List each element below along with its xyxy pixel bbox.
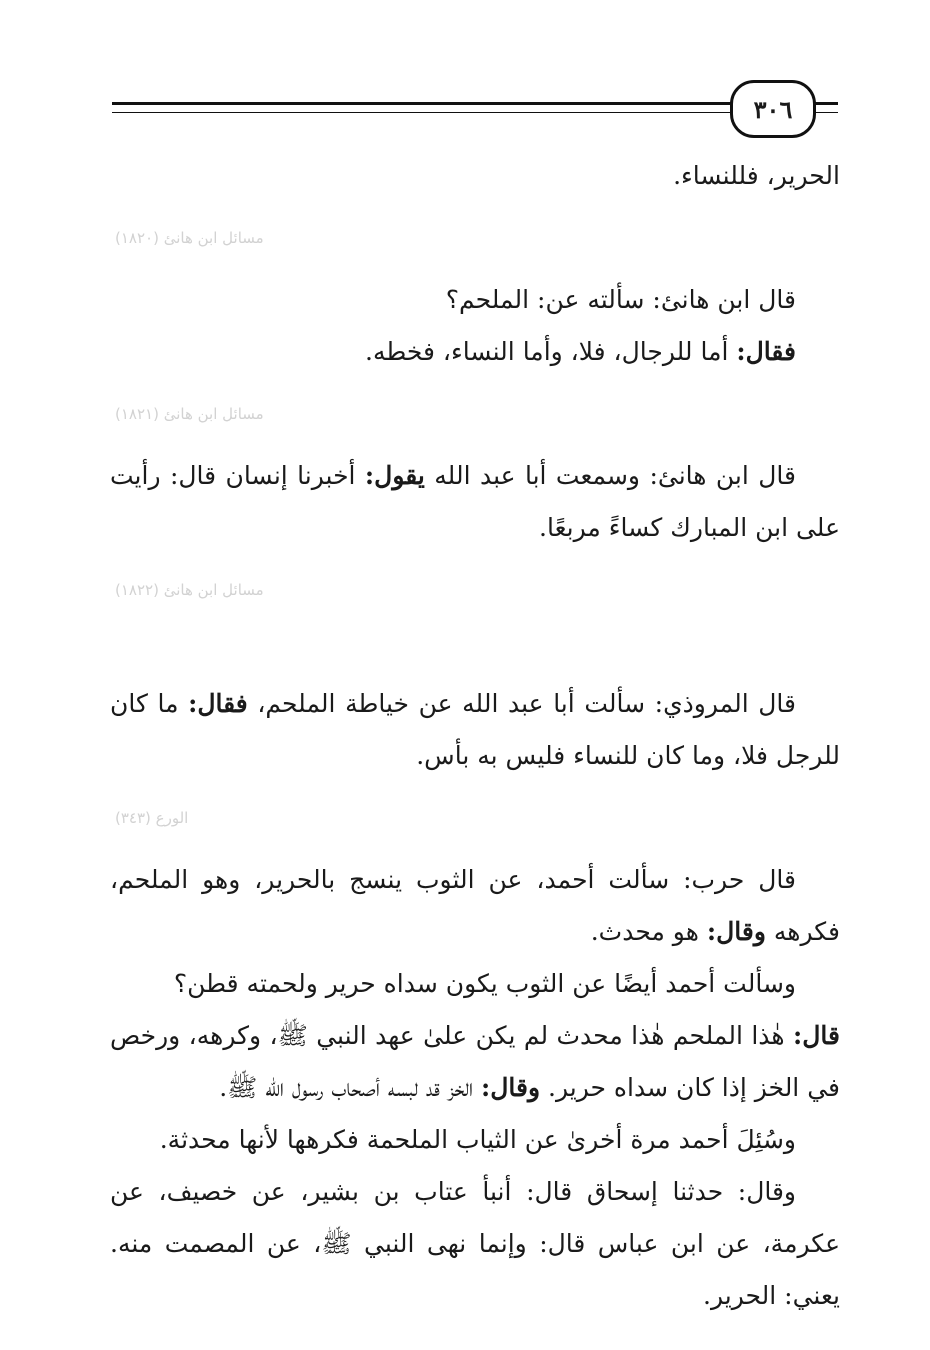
paragraph: قال ابن هانئ: سألته عن: الملحم؟ (445, 285, 796, 314)
source-reference: الورع (٣٤٣) (115, 809, 189, 827)
spacer (110, 626, 840, 678)
paragraph: الحرير، فللنساء. (673, 161, 840, 190)
paragraph: وسألت أحمد أيضًا عن الثوب يكون سداه حرير ولحمته قطن؟ (173, 969, 796, 998)
paragraph: وسُئِلَ أحمد مرة أخرىٰ عن الثياب الملحمة فكرهها لأنها محدثة. (159, 1125, 796, 1154)
paragraph: قال: هٰذا الملحم هٰذا محدث لم يكن علىٰ عهد النبي ﷺ، وكرهه، ورخص في الخز إذا كان سداه حرير. وقال: الخز قد لبسه أصحاب رسول الله ﷺ. (110, 1021, 840, 1102)
source-reference: مسائل ابن هانئ (١٨٢٢) (115, 581, 264, 599)
bold-label: وقال: (706, 917, 766, 946)
paragraph: فقال: أما للرجال، فلا، وأما النساء، فخطه. (365, 337, 796, 366)
header-rule (112, 102, 732, 113)
bold-label: وقال: (481, 1073, 541, 1102)
source-reference: مسائل ابن هانئ (١٨٢١) (115, 405, 264, 423)
bold-label: فقال: (736, 337, 796, 366)
paragraph: وقال: حدثنا إسحاق قال: أنبأ عتاب بن بشير، عن خصيف، عن عكرمة، عن ابن عباس قال: وإنما نهى النبي ﷺ، عن المصمت منه. يعني: الحرير. (110, 1177, 840, 1310)
source-reference: مسائل ابن هانئ (١٨٢٠) (115, 229, 264, 247)
paragraph: قال ابن هانئ: وسمعت أبا عبد الله يقول: أخبرنا إنسان قال: رأيت على ابن المبارك كساءً مربعًا. (110, 461, 840, 542)
paragraph: قال حرب: سألت أحمد، عن الثوب ينسج بالحرير، وهو الملحم، فكرهه وقال: هو محدث. (110, 865, 840, 946)
bold-label: قال: (793, 1021, 840, 1050)
page-number: ٣٠٦ (730, 80, 816, 138)
bold-label: فقال: (188, 689, 248, 718)
bold-label: يقول: (364, 461, 425, 490)
paragraph: قال المروذي: سألت أبا عبد الله عن خياطة الملحم، فقال: ما كان للرجل فلا، وما كان للنساء فليس به بأس. (110, 689, 840, 770)
page-body (110, 150, 840, 1322)
